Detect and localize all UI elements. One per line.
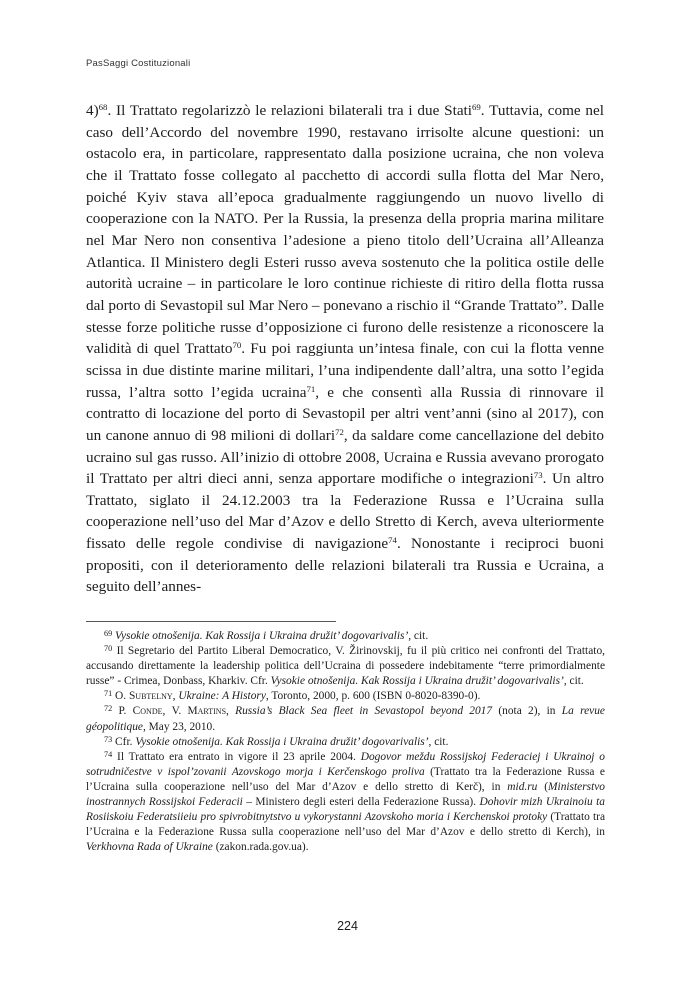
footnote-ref-73[interactable]: 73 [533, 470, 543, 481]
footnote-ref-68[interactable]: 68 [98, 102, 108, 113]
main-text [86, 100, 604, 598]
footnote-73: $^{73}$ Cfr. Vysokie otnošenija. Kak Rossija i Ukraina družit’ dogovarivalis’, cit. [104, 734, 449, 748]
footnote-separator [86, 621, 336, 622]
footnote-72: $^{72}$ P. Conde, V. Martins, Russia’s Black Sea fleet in Sevastopol beyond 2017 (nota 2), in La revue géopolitique, May 23, 2010. [86, 704, 605, 733]
footnote-ref-71[interactable]: 71 [306, 383, 316, 394]
running-header: PasSaggi Costituzionali [86, 58, 191, 69]
footnote-ref-70[interactable]: 70 [232, 340, 242, 351]
page-number: 224 [337, 919, 358, 933]
footnote-70: $^{70}$ Il Segretario del Partito Liberal Democratico, V. Žirinovskij, fu il più critico nei confronti del Trattato, accusando direttamente la leadership politica dell’Ucraina di possedere indebitamente “terre primordialmente russe” - Crimea, Donbass, Kharkiv. Cfr. Vysokie otnošenija. Kak Rossija i Ukraina družit’ dogovarivalis’, cit. [86, 644, 605, 688]
footnote-ref-74[interactable]: 74 [388, 535, 397, 546]
footnote-ref-69[interactable]: 69 [472, 102, 481, 113]
main-paragraph: 4)$^{68}$. Il Trattato regolarizzò le relazioni bilaterali tra i due Stati$^{69}$. Tuttavia, come nel caso dell’Accordo del novembre 1990, restavano irrisolte alcune questioni: un ostacolo era, in particolare, rappresentato dalla posizione ucraina, che non voleva che il Trattato fosse collegato al pacchetto di accordi sulla flotta del Mar Nero, poiché Kyiv stava all’epoca gradualmente raggiungendo un nuovo livello di cooperazione con la NATO. Per la Russia, la presenza della propria marina militare nel Mar Nero non consentiva l’adesione a pieno titolo dell’Ucraina all’Alleanza Atlantica. Il Ministero degli Esteri russo aveva sostenuto che la politica ostile delle autorità ucraine – in particolare le loro continue richieste di ritiro della flotta russa dal porto di Sevastopil sul Mar Nero – ponevano a rischio il “Grande Trattato”. Dalle stesse forze politiche russe d’opposizione ci furono delle resistenze a riconoscere la validità di quel Trattato$^{70}$. Fu poi raggiunta un’intesa finale, con cui la flotta venne scissa in due distinte marine militari, l’una indipendente dall’altra, una sotto l’egida russa, l’altra sotto l’egida ucraina$^{71}$, e che consentì alla Russia di rinnovare il contratto di locazione del porto di Sevastopil per altri vent’anni (sino al 2017), con un canone annuo di 98 milioni di dollari$^{72}$, da saldare come cancellazione del debito ucraino sul gas russo. All’inizio di ottobre 2008, Ucraina e Russia avevano prorogato il Trattato per altri dieci anni, senza apportare modifiche o integrazioni$^{73}$. Un altro Trattato, siglato il 24.12.2003 tra la Federazione Russa e l’Ucraina sulla cooperazione nell’uso del Mar d’Azov e dello Stretto di Kerch, aveva ulteriormente fissato delle regole condivise di navigazione$^{74}$. Nonostante i reciproci buoni propositi, con il deterioramento delle relazioni bilaterali tra Russia e Ucraina, a seguito dell’annes- [86, 102, 604, 596]
footnote-ref-72[interactable]: 72 [335, 427, 344, 437]
footnotes [86, 629, 605, 855]
footnote-74: $^{74}$ Il Trattato era entrato in vigore il 23 aprile 2004. Dogovor meždu Rossijskoj Federaciej i Ukrainoj o sotrudničestve v ispol’zovanii Azovskogo morja i Kerčenskogo proliva (Trattato tra la Federazione Russa e l’Ucraina sulla cooperazione nell’uso del Mar d’Azov e dello stretto di Kerč), in mid.ru (Ministerstvo inostrannych Rossijskoi Federacii – Ministero degli esteri della Federazione Russa). Dohovir mizh Ukrainoiu ta Rosiiskoiu Federatsiieiu pro spivrobitnytstvo u vykorystanni Azovskoho moria i Kerchenskoi protoky (Trattato tra l’Ucraina e la Federazione Russa sulla cooperazione nell’uso del Mar d’Azov e dello stretto di Kerch), in Verkhovna Rada of Ukraine (zakon.rada.gov.ua). [86, 749, 605, 854]
footnote-69: $^{69}$ Vysokie otnošenija. Kak Rossija i Ukraina družit’ dogovarivalis’, cit. [104, 629, 429, 642]
footnote-71: $^{71}$ O. Subtelny, Ukraine: A History, Toronto, 2000, p. 600 (ISBN 0-8020-8390-0). [104, 689, 481, 703]
